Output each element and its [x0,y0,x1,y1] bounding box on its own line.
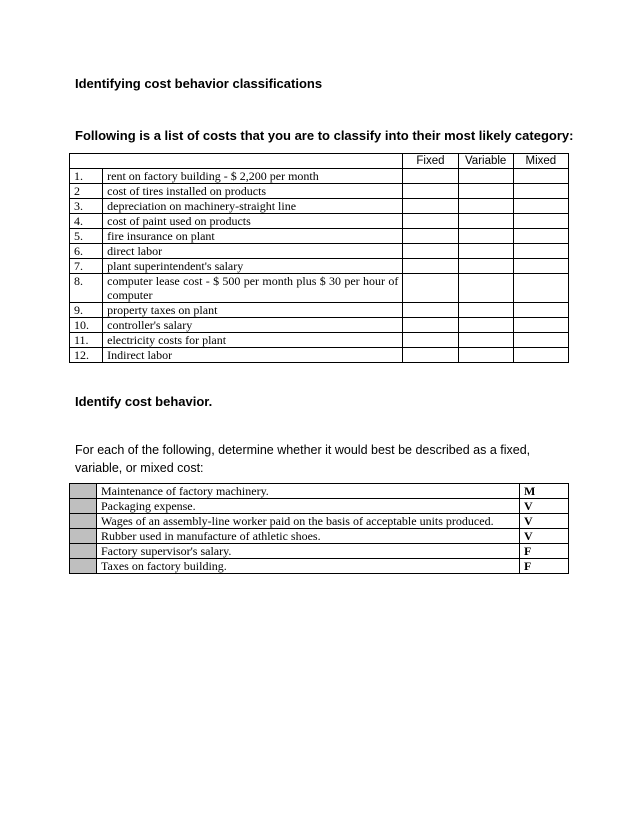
row-number: 10. [70,318,103,333]
answer-cell: F [520,544,569,559]
mixed-cell[interactable] [513,199,568,214]
mixed-cell[interactable] [513,244,568,259]
row-description: Factory supervisor's salary. [97,544,520,559]
answer-cell: V [520,514,569,529]
answer-cell: F [520,559,569,574]
table-row [70,484,569,499]
fixed-cell[interactable] [403,259,458,274]
row-description: rent on factory building - $ 2,200 per month [103,169,403,184]
row-description: depreciation on machinery-straight line [103,199,403,214]
shaded-cell [70,544,97,559]
mixed-cell[interactable] [513,229,568,244]
classification-table [69,153,569,363]
variable-cell[interactable] [458,199,513,214]
variable-cell[interactable] [458,244,513,259]
variable-cell[interactable] [458,333,513,348]
mixed-cell[interactable] [513,169,568,184]
fixed-cell[interactable] [403,274,458,303]
row-description: electricity costs for plant [103,333,403,348]
variable-cell[interactable] [458,259,513,274]
variable-cell[interactable] [458,318,513,333]
mixed-cell[interactable] [513,303,568,318]
table-row [70,244,569,259]
row-number: 9. [70,303,103,318]
shaded-cell [70,484,97,499]
row-number: 4. [70,214,103,229]
mixed-cell[interactable] [513,274,568,303]
fixed-cell[interactable] [403,333,458,348]
variable-cell[interactable] [458,303,513,318]
answer-cell: V [520,499,569,514]
table-row [70,529,569,544]
fixed-cell[interactable] [403,318,458,333]
mixed-cell[interactable] [513,318,568,333]
header-blank-cell [70,154,403,169]
fixed-cell[interactable] [403,199,458,214]
table-row [70,348,569,363]
fixed-cell[interactable] [403,214,458,229]
table-row [70,184,569,199]
variable-cell[interactable] [458,274,513,303]
row-description: cost of tires installed on products [103,184,403,199]
mixed-cell[interactable] [513,348,568,363]
row-number: 7. [70,259,103,274]
mixed-cell[interactable] [513,214,568,229]
table-row [70,514,569,529]
table-row [70,274,569,303]
table-row [70,214,569,229]
row-description: direct labor [103,244,403,259]
row-description: plant superintendent's salary [103,259,403,274]
row-description: Packaging expense. [97,499,520,514]
row-description: property taxes on plant [103,303,403,318]
row-number: 12. [70,348,103,363]
variable-cell[interactable] [458,184,513,199]
variable-cell[interactable] [458,214,513,229]
row-number: 11. [70,333,103,348]
table-header-row [70,154,569,169]
table-row [70,559,569,574]
table-row [70,499,569,514]
variable-cell[interactable] [458,169,513,184]
table-row [70,303,569,318]
row-number: 3. [70,199,103,214]
row-number: 6. [70,244,103,259]
row-description: cost of paint used on products [103,214,403,229]
row-description: controller's salary [103,318,403,333]
intro-text: Following is a list of costs that you are to classify into their most likely category: [75,128,574,143]
fixed-cell[interactable] [403,244,458,259]
header-mixed: Mixed [513,154,568,169]
row-description: Indirect labor [103,348,403,363]
table-row [70,199,569,214]
row-number: 2 [70,184,103,199]
answer-cell: M [520,484,569,499]
table-row [70,259,569,274]
fixed-cell[interactable] [403,303,458,318]
row-number: 1. [70,169,103,184]
fixed-cell[interactable] [403,184,458,199]
shaded-cell [70,529,97,544]
section2-title: Identify cost behavior. [75,394,213,409]
row-description: Rubber used in manufacture of athletic shoes. [97,529,520,544]
variable-cell[interactable] [458,229,513,244]
shaded-cell [70,499,97,514]
row-description: Wages of an assembly-line worker paid on the basis of acceptable units produced. [97,514,520,529]
header-fixed: Fixed [403,154,458,169]
table-row [70,544,569,559]
table-row [70,318,569,333]
row-description: Maintenance of factory machinery. [97,484,520,499]
mixed-cell[interactable] [513,184,568,199]
page-title: Identifying cost behavior classifications [75,76,323,91]
shaded-cell [70,514,97,529]
row-description: computer lease cost - $ 500 per month plus $ 30 per hour of computer [103,274,403,303]
variable-cell[interactable] [458,348,513,363]
row-description: Taxes on factory building. [97,559,520,574]
table-row [70,333,569,348]
mixed-cell[interactable] [513,333,568,348]
header-variable: Variable [458,154,513,169]
mixed-cell[interactable] [513,259,568,274]
table-row [70,169,569,184]
fixed-cell[interactable] [403,169,458,184]
fixed-cell[interactable] [403,229,458,244]
section2-intro: For each of the following, determine whether it would best be described as a fixed, variable, or mixed cost: [75,443,531,475]
row-description: fire insurance on plant [103,229,403,244]
answer-cell: V [520,529,569,544]
behavior-table [69,483,569,574]
shaded-cell [70,559,97,574]
row-number: 8. [70,274,103,303]
table-row [70,229,569,244]
fixed-cell[interactable] [403,348,458,363]
row-number: 5. [70,229,103,244]
